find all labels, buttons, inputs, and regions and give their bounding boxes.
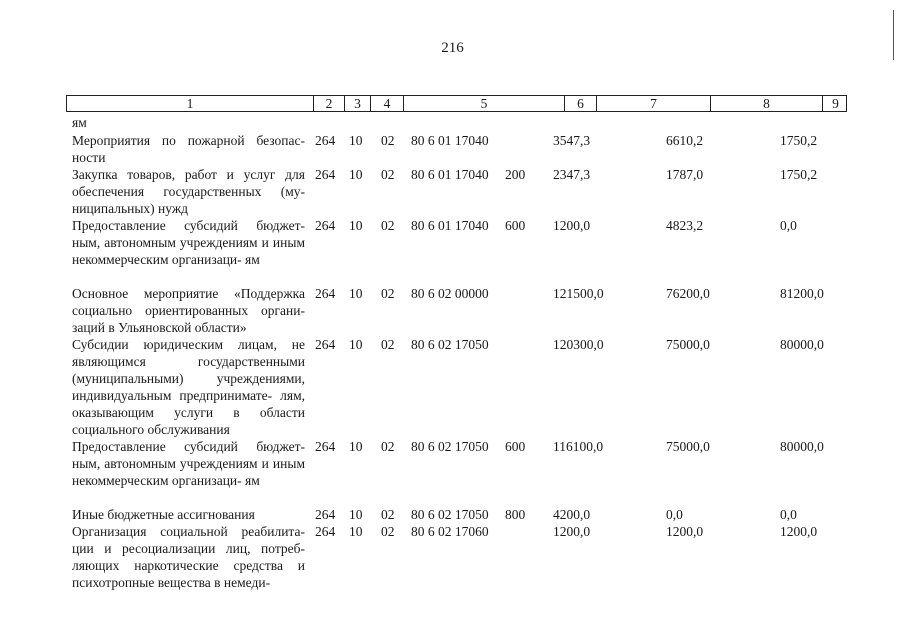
header-col-4: 4	[371, 96, 404, 112]
cell-amount-col7: 4200,0	[553, 507, 591, 522]
row-description: Основное мероприятие «Поддержка социально ориентированных органи- заций в Ульяновской области»	[72, 286, 305, 335]
table-row	[0, 336, 905, 438]
cell-section: 10	[349, 218, 363, 233]
row-description: Субсидии юридическим лицам, не являющимся государственными (муниципальными) учреждениями, индивидуальным предпринимате- лям, оказывающим услуги в области социального обслуживания	[72, 337, 305, 437]
cell-amount-col9: 80000,0	[780, 337, 824, 352]
margin-mark	[893, 10, 894, 60]
cell-amount-col8: 0,0	[666, 507, 683, 522]
table-row	[0, 523, 905, 591]
cell-amount-col7: 116100,0	[553, 439, 604, 454]
row-description: Предоставление субсидий бюджет- ным, автономным учреждениям и иным некоммерческим организаци- ям	[72, 439, 305, 488]
cell-target-article: 80 6 01 17040	[411, 133, 489, 148]
cell-amount-col9: 80000,0	[780, 439, 824, 454]
cell-amount-col8: 4823,2	[666, 218, 704, 233]
cell-amount-col9: 0,0	[780, 218, 797, 233]
cell-amount-col7: 1200,0	[553, 218, 591, 233]
cell-amount-col8: 1200,0	[666, 524, 704, 539]
row-description: Иные бюджетные ассигнования	[72, 507, 255, 522]
cell-expense-type: 600	[505, 439, 526, 454]
cell-amount-col9: 81200,0	[780, 286, 824, 301]
cell-subsection: 02	[381, 524, 395, 539]
header-col-8: 8	[711, 96, 823, 112]
cell-amount-col7: 120300,0	[553, 337, 604, 352]
cell-ministry: 264	[315, 439, 336, 454]
cell-amount-col7: 2347,3	[553, 167, 591, 182]
header-col-3: 3	[345, 96, 371, 112]
cell-ministry: 264	[315, 286, 336, 301]
cell-section: 10	[349, 337, 363, 352]
cell-amount-col8: 6610,2	[666, 133, 704, 148]
cell-ministry: 264	[315, 218, 336, 233]
cell-amount-col9: 1200,0	[780, 524, 818, 539]
cell-amount-col7: 121500,0	[553, 286, 604, 301]
cell-ministry: 264	[315, 167, 336, 182]
cell-amount-col9: 1750,2	[780, 133, 818, 148]
header-col-2: 2	[314, 96, 345, 112]
cell-ministry: 264	[315, 337, 336, 352]
cell-amount-col7: 1200,0	[553, 524, 591, 539]
cell-subsection: 02	[381, 439, 395, 454]
cell-expense-type: 200	[505, 167, 526, 182]
header-col-6: 6	[565, 96, 597, 112]
cell-section: 10	[349, 524, 363, 539]
row-description: Мероприятия по пожарной безопас- ности	[72, 133, 305, 165]
cell-target-article: 80 6 01 17040	[411, 218, 489, 233]
table-row	[0, 166, 905, 217]
cell-amount-col8: 75000,0	[666, 439, 710, 454]
cell-amount-col8: 75000,0	[666, 337, 710, 352]
page-number: 216	[441, 40, 464, 56]
cell-subsection: 02	[381, 133, 395, 148]
cell-amount-col8: 76200,0	[666, 286, 710, 301]
cell-section: 10	[349, 167, 363, 182]
cell-section: 10	[349, 439, 363, 454]
table-row	[0, 115, 905, 132]
cell-target-article: 80 6 02 17060	[411, 524, 489, 539]
cell-target-article: 80 6 02 17050	[411, 507, 489, 522]
cell-amount-col9: 1750,2	[780, 167, 818, 182]
cell-subsection: 02	[381, 337, 395, 352]
cell-subsection: 02	[381, 286, 395, 301]
cell-amount-col9: 0,0	[780, 507, 797, 522]
cell-amount-col8: 1787,0	[666, 167, 704, 182]
row-description: Предоставление субсидий бюджет- ным, автономным учреждениям и иным некоммерческим организаци- ям	[72, 218, 305, 267]
cell-section: 10	[349, 286, 363, 301]
table-row	[0, 438, 905, 506]
cell-section: 10	[349, 507, 363, 522]
cell-ministry: 264	[315, 507, 336, 522]
cell-ministry: 264	[315, 133, 336, 148]
cell-amount-col7: 3547,3	[553, 133, 591, 148]
cell-target-article: 80 6 02 17050	[411, 337, 489, 352]
table-header	[66, 95, 847, 112]
table-row	[0, 506, 905, 523]
table-row	[0, 217, 905, 285]
table-row	[0, 285, 905, 336]
row-description: Организация социальной реабилита- ции и ресоциализации лиц, потреб- ляющих наркотические средства и психотропные вещества в немеди-	[72, 524, 305, 590]
cell-target-article: 80 6 02 00000	[411, 286, 489, 301]
cell-ministry: 264	[315, 524, 336, 539]
header-col-5: 5	[404, 96, 565, 112]
cell-subsection: 02	[381, 167, 395, 182]
header-col-1: 1	[67, 96, 314, 112]
cell-target-article: 80 6 02 17050	[411, 439, 489, 454]
cell-subsection: 02	[381, 218, 395, 233]
header-col-9: 9	[832, 96, 839, 111]
cell-expense-type: 600	[505, 218, 526, 233]
row-description: Закупка товаров, работ и услуг для обеспечения государственных (му- ниципальных) нужд	[72, 167, 305, 216]
cell-expense-type: 800	[505, 507, 526, 522]
table-row	[0, 132, 905, 166]
header-col-7: 7	[597, 96, 711, 112]
cell-subsection: 02	[381, 507, 395, 522]
table-body	[0, 115, 905, 591]
cell-target-article: 80 6 01 17040	[411, 167, 489, 182]
row-description: ям	[72, 115, 87, 130]
cell-section: 10	[349, 133, 363, 148]
